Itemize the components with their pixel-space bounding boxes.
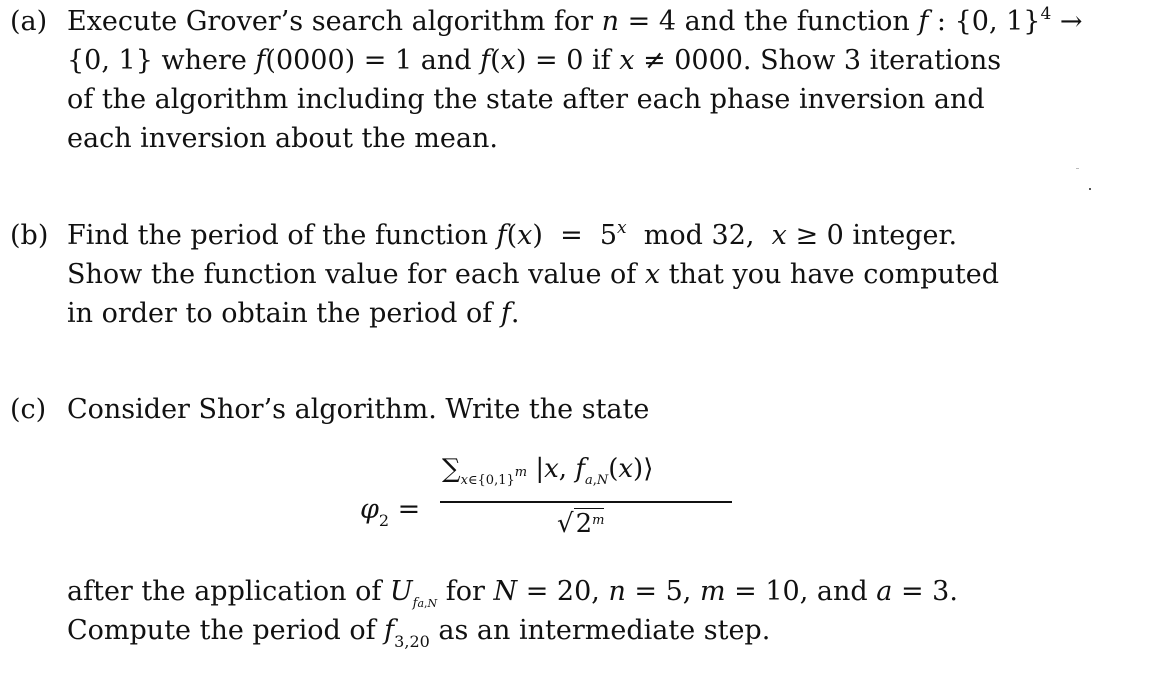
formula-denominator: √2$^m$ [557, 509, 605, 539]
part-b-label: (b) [10, 220, 49, 251]
part-b-line-2: Show the function value for each value of x that you have computed [67, 259, 999, 290]
part-c-label: (c) [10, 394, 47, 425]
scan-speck [1076, 168, 1079, 169]
part-a-line-2: {0, 1} where f(0000) = 1 and f(x) = 0 if x ≠ 0000. Show 3 iterations [67, 45, 1002, 76]
part-a-line-4: each inversion about the mean. [67, 123, 498, 154]
fraction-bar [440, 501, 732, 503]
part-c-line-1: Consider Shor’s algorithm. Write the state [67, 394, 650, 425]
part-b-line-1: Find the period of the function f(x) = 5$^x$ mod 32, x ≥ 0 integer. [67, 218, 958, 251]
part-a-label: (a) [10, 6, 48, 37]
formula-numerator: $\sum_{x\in\{0,1\}m}$ |x, $f_{a,N}(x)⟩$ [442, 454, 654, 488]
part-a-line-3: of the algorithm including the state after each phase inversion and [67, 84, 985, 115]
part-b-line-3: in order to obtain the period of f. [67, 298, 520, 329]
scan-dot [1089, 188, 1091, 190]
state-formula [360, 450, 750, 560]
part-c-line-3: Compute the period of $f_{3,20}$ as an intermediate step. [67, 615, 771, 651]
formula-lhs: $\varphi_2$ = [360, 494, 421, 530]
part-c-line-2: after the application of $U_{fa,N}$ for N = 20, n = 5, m = 10, and a = 3. [67, 576, 958, 611]
part-a-line-1: Execute Grover’s search algorithm for n = 4 and the function f : {0, 1}$^4$ → [67, 4, 1083, 37]
